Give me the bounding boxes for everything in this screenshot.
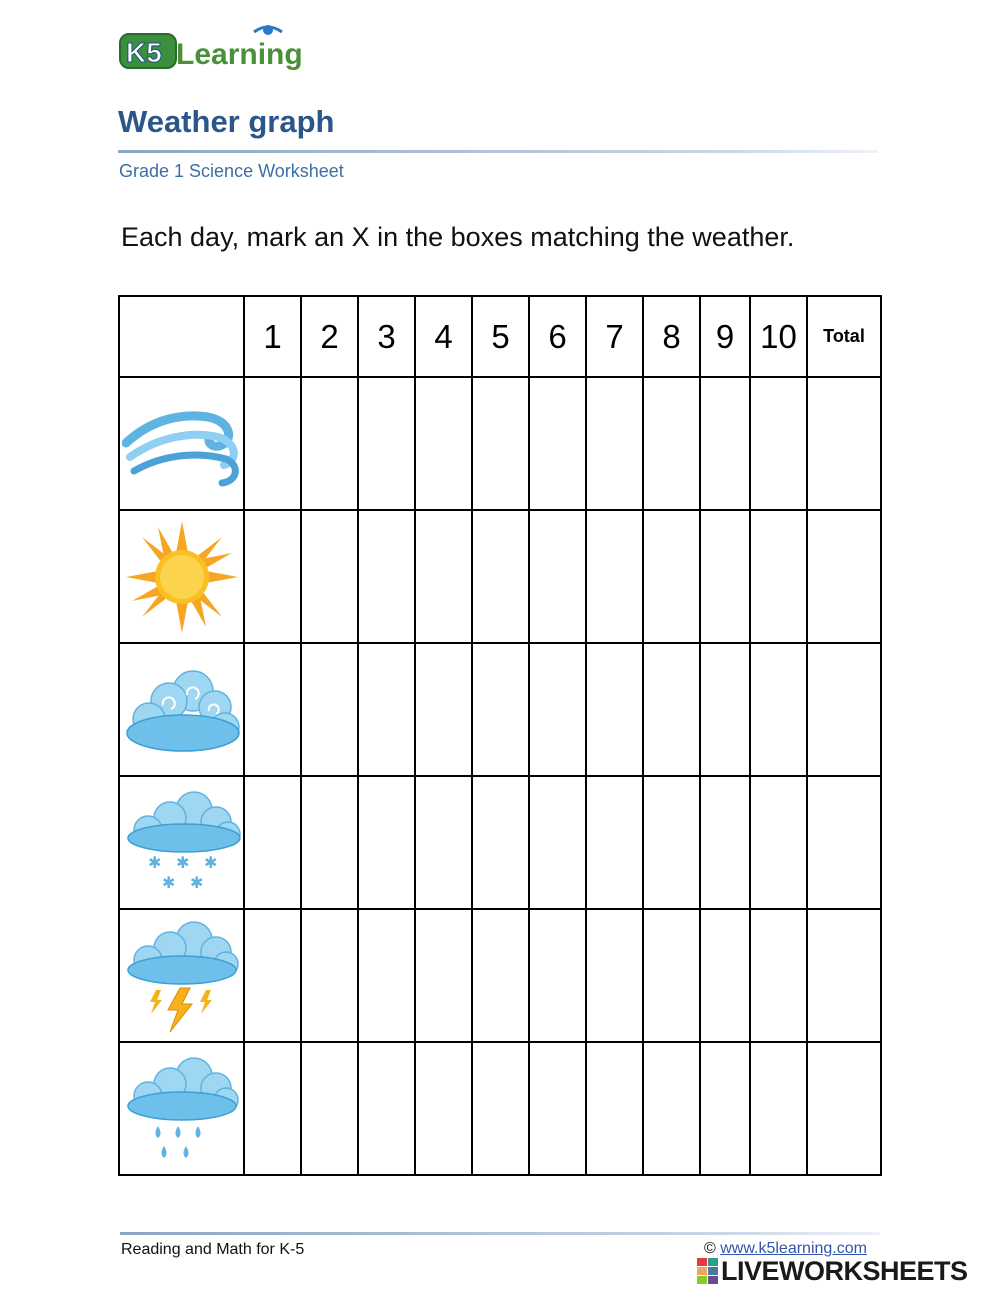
svg-text:✱: ✱ (175, 852, 189, 872)
mark-box[interactable] (415, 1042, 472, 1175)
total-header: Total (807, 296, 881, 377)
mark-box[interactable] (244, 776, 301, 909)
mark-box[interactable] (244, 909, 301, 1042)
mark-box[interactable] (643, 1042, 700, 1175)
svg-text:✱: ✱ (203, 852, 217, 872)
footer-divider (120, 1232, 880, 1235)
rain-cloud-icon (124, 1054, 240, 1164)
cloud-icon (123, 665, 241, 755)
mark-box[interactable] (244, 510, 301, 643)
mark-box[interactable] (415, 776, 472, 909)
mark-box[interactable] (529, 643, 586, 776)
liveworksheets-text: LIVEWORKSHEETS (721, 1255, 968, 1286)
mark-box[interactable] (244, 377, 301, 510)
day-header: 7 (586, 296, 643, 377)
weather-row-sun (119, 510, 881, 643)
instruction-text: Each day, mark an X in the boxes matching the weather. (121, 222, 795, 252)
mark-box[interactable] (643, 776, 700, 909)
mark-box[interactable] (750, 377, 807, 510)
mark-box[interactable] (415, 510, 472, 643)
mark-box[interactable] (472, 1042, 529, 1175)
liveworksheets-logo-icon (697, 1258, 719, 1284)
header-divider (118, 150, 878, 153)
mark-box[interactable] (700, 377, 750, 510)
mark-box[interactable] (700, 909, 750, 1042)
mark-box[interactable] (586, 643, 643, 776)
snow-cloud-icon (122, 788, 242, 898)
mark-box[interactable] (301, 643, 358, 776)
mark-box[interactable] (301, 377, 358, 510)
copyright-symbol: © (704, 1240, 716, 1257)
mark-box[interactable] (750, 909, 807, 1042)
total-box[interactable] (807, 377, 881, 510)
mark-box[interactable] (301, 909, 358, 1042)
header-row (119, 296, 881, 377)
mark-box[interactable] (750, 776, 807, 909)
weather-row-rain (119, 1042, 881, 1175)
weather-row-wind (119, 377, 881, 510)
thunder-cloud-icon (124, 918, 240, 1034)
mark-box[interactable] (700, 643, 750, 776)
mark-box[interactable] (415, 643, 472, 776)
svg-text:✱: ✱ (147, 852, 161, 872)
mark-box[interactable] (586, 377, 643, 510)
page-title: Weather graph (118, 104, 335, 139)
mark-box[interactable] (529, 377, 586, 510)
total-box[interactable] (807, 1042, 881, 1175)
mark-box[interactable] (586, 776, 643, 909)
wind-icon (122, 399, 242, 489)
svg-text:✱: ✱ (161, 872, 175, 892)
footer-link[interactable]: www.k5learning.com (720, 1240, 867, 1257)
mark-box[interactable] (586, 510, 643, 643)
day-header: 6 (529, 296, 586, 377)
k5-learning-logo (118, 20, 333, 76)
svg-text:Learning: Learning (176, 38, 303, 71)
mark-box[interactable] (643, 643, 700, 776)
mark-box[interactable] (472, 643, 529, 776)
liveworksheets-watermark (697, 1256, 968, 1286)
svg-text:K5: K5 (126, 37, 162, 68)
mark-box[interactable] (700, 510, 750, 643)
mark-box[interactable] (643, 510, 700, 643)
mark-box[interactable] (472, 776, 529, 909)
mark-box[interactable] (472, 377, 529, 510)
mark-box[interactable] (529, 909, 586, 1042)
mark-box[interactable] (529, 1042, 586, 1175)
mark-box[interactable] (529, 776, 586, 909)
day-header: 9 (700, 296, 750, 377)
mark-box[interactable] (750, 510, 807, 643)
mark-box[interactable] (750, 643, 807, 776)
mark-box[interactable] (358, 377, 415, 510)
mark-box[interactable] (358, 776, 415, 909)
mark-box[interactable] (643, 909, 700, 1042)
total-box[interactable] (807, 510, 881, 643)
mark-box[interactable] (700, 1042, 750, 1175)
weather-row-cloud (119, 643, 881, 776)
day-header: 8 (643, 296, 700, 377)
mark-box[interactable] (301, 1042, 358, 1175)
svg-text:✱: ✱ (189, 872, 203, 892)
corner-cell (119, 296, 244, 377)
mark-box[interactable] (472, 510, 529, 643)
day-header: 3 (358, 296, 415, 377)
sun-icon (124, 519, 240, 635)
mark-box[interactable] (415, 909, 472, 1042)
weather-row-thunder (119, 909, 881, 1042)
mark-box[interactable] (472, 909, 529, 1042)
mark-box[interactable] (700, 776, 750, 909)
day-header: 5 (472, 296, 529, 377)
mark-box[interactable] (643, 377, 700, 510)
mark-box[interactable] (415, 377, 472, 510)
mark-box[interactable] (529, 510, 586, 643)
total-box[interactable] (807, 909, 881, 1042)
mark-box[interactable] (358, 909, 415, 1042)
mark-box[interactable] (301, 776, 358, 909)
day-header: 10 (750, 296, 807, 377)
mark-box[interactable] (358, 643, 415, 776)
day-header: 4 (415, 296, 472, 377)
mark-box[interactable] (358, 1042, 415, 1175)
total-box[interactable] (807, 643, 881, 776)
day-header: 1 (244, 296, 301, 377)
page-subtitle: Grade 1 Science Worksheet (119, 161, 344, 181)
mark-box[interactable] (586, 1042, 643, 1175)
mark-box[interactable] (301, 510, 358, 643)
mark-box[interactable] (244, 643, 301, 776)
mark-box[interactable] (244, 1042, 301, 1175)
weather-grid (118, 295, 882, 1176)
mark-box[interactable] (750, 1042, 807, 1175)
mark-box[interactable] (358, 510, 415, 643)
footer-tagline: Reading and Math for K-5 (121, 1241, 305, 1258)
weather-row-snow (119, 776, 881, 909)
total-box[interactable] (807, 776, 881, 909)
mark-box[interactable] (586, 909, 643, 1042)
day-header: 2 (301, 296, 358, 377)
